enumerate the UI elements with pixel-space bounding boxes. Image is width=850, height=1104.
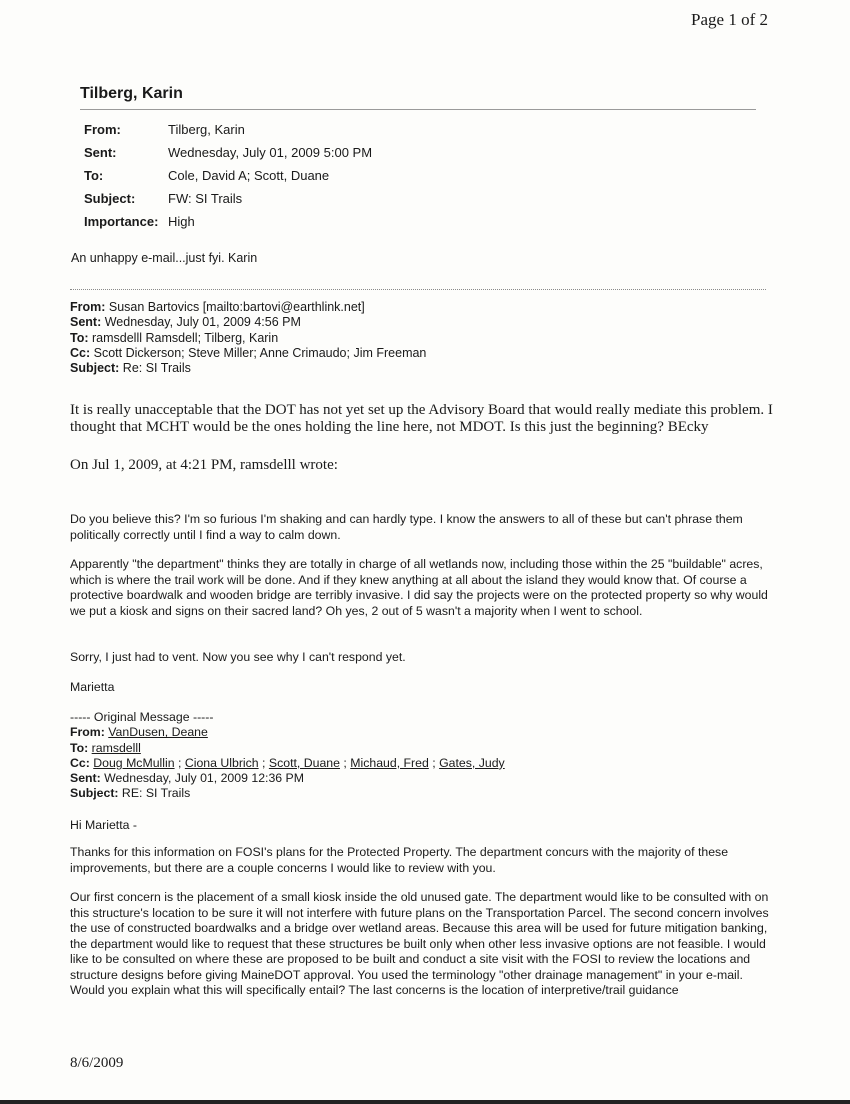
header-value: Tilberg, Karin: [168, 122, 245, 137]
original-message-header: [70, 710, 790, 802]
header-label: Subject:: [84, 191, 136, 206]
marietta-paragraph: Apparently "the department" thinks they are totally in charge of all wetlands now, including those within the 25 "buildable" acres, which is where the trail work will be done. And if they knew anything at all about the island they would know that. Of course a protective boardwalk and wooden bridge are terribly invasive. I did say the projects were on the protected property so why would we put a kiosk and signs on their sacred land? Oh yes, 2 out of 5 wasn't a majority when I went to school.: [70, 557, 768, 618]
deane-greeting: Hi Marietta -: [70, 818, 137, 832]
forwarded-header: [70, 300, 790, 376]
orig-label: Cc:: [70, 755, 90, 770]
orig-label: Sent:: [70, 771, 101, 786]
header-row-importance: [84, 213, 372, 236]
header-row-from: [84, 121, 372, 144]
cc-link[interactable]: Doug McMullin: [93, 755, 175, 770]
deane-paragraph: Thanks for this information on FOSI's plans for the Protected Property. The department concurs with the majority of these improvements, but there are a couple concerns I would like to review with you.: [70, 845, 729, 875]
header-label: To:: [84, 168, 104, 183]
fwd-to-row: [70, 331, 790, 346]
cc-link[interactable]: Michaud, Fred: [350, 755, 429, 770]
fwd-label: To:: [70, 330, 89, 345]
footer-date: 8/6/2009: [70, 1055, 124, 1071]
original-separator: ----- Original Message -----: [70, 710, 214, 724]
header-value: Wednesday, July 01, 2009 5:00 PM: [168, 145, 373, 160]
quote-intro: On Jul 1, 2009, at 4:21 PM, ramsdelll wrote:: [70, 457, 338, 473]
header-label: Importance:: [84, 214, 159, 229]
intro-text: An unhappy e-mail...just fyi. Karin: [71, 251, 258, 265]
fwd-label: Cc:: [70, 345, 91, 360]
orig-from-link[interactable]: VanDusen, Deane: [108, 725, 208, 740]
orig-label: Subject:: [70, 786, 119, 801]
orig-label: From:: [70, 725, 105, 740]
orig-sent-row: [70, 771, 790, 786]
email-header-table: [84, 121, 372, 236]
header-value: High: [168, 214, 195, 229]
orig-label: To:: [70, 740, 89, 755]
cc-link[interactable]: Scott, Duane: [268, 755, 340, 770]
orig-to-link[interactable]: ramsdelll: [91, 740, 141, 755]
header-row-subject: [84, 190, 372, 213]
header-label: Sent:: [84, 145, 117, 160]
fwd-value: ramsdelll Ramsdell; Tilberg, Karin: [88, 330, 279, 345]
fwd-from-row: [70, 300, 790, 315]
fwd-value: Susan Bartovics [mailto:bartovi@earthlink.net]: [105, 300, 365, 314]
fwd-cc-row: [70, 346, 790, 361]
header-divider: [80, 109, 756, 110]
sender-heading: Tilberg, Karin: [80, 85, 183, 102]
fwd-value: Scott Dickerson; Steve Miller; Anne Crimaudo; Jim Freeman: [90, 345, 427, 360]
fwd-value: Re: SI Trails: [119, 361, 191, 376]
becky-message: It is really unacceptable that the DOT has not yet set up the Advisory Board that would really mediate this problem. I thought that MCHT would be the ones holding the line here, not MDOT. Is this just the beginning? BEcky: [70, 402, 773, 435]
fwd-label: Sent:: [70, 315, 102, 330]
marietta-paragraph: Do you believe this? I'm so furious I'm shaking and can hardly type. I know the answers to all of these but can't phrase them politically correctly until I find a way to calm down.: [70, 512, 743, 542]
orig-cc-row: Cc: Doug McMullin ; Ciona Ulbrich ; Scott, Duane ; Michaud, Fred ; Gates, Judy: [70, 755, 505, 770]
orig-value: Wednesday, July 01, 2009 12:36 PM: [100, 771, 305, 786]
cc-link[interactable]: Ciona Ulbrich: [184, 755, 259, 770]
header-value: Cole, David A; Scott, Duane: [168, 168, 330, 183]
marietta-signature: Marietta: [70, 680, 115, 694]
forward-divider: [70, 289, 766, 290]
deane-paragraph: Our first concern is the placement of a small kiosk inside the old unused gate. The department would like to be consulted with on this structure's location to be sure it will not interfere with future plans on the Transportation Parcel. The second concern involves the use of constructed boardwalks and a bridge over wetland areas. Because this area will be used for future mitigation banking, the department would like to request that these structures be built only when other less invasive options are not feasible. I would like to be consulted on where these are proposed to be built and conduct a site visit with the FOSI to review the locations and structure designs before giving MaineDOT approval. You used the terminology "other drainage management" in your e-mail. Would you explain what this will specifically entail? The last concerns is the location of interpretive/trail guidance: [70, 890, 769, 997]
fwd-label: From:: [70, 300, 106, 314]
cc-link[interactable]: Gates, Judy: [439, 755, 505, 770]
fwd-sent-row: [70, 315, 790, 330]
page-number: Page 1 of 2: [691, 10, 768, 29]
scan-edge: [0, 1100, 850, 1104]
fwd-label: Subject:: [70, 361, 120, 376]
header-row-to: [84, 167, 372, 190]
orig-value: RE: SI Trails: [118, 786, 191, 801]
header-row-sent: [84, 144, 372, 167]
orig-to-row: [70, 741, 790, 756]
fwd-value: Wednesday, July 01, 2009 4:56 PM: [101, 315, 301, 330]
header-value: FW: SI Trails: [168, 191, 243, 206]
fwd-subject-row: [70, 361, 790, 376]
orig-subject-row: [70, 786, 790, 801]
header-label: From:: [84, 122, 121, 137]
orig-from-row: [70, 725, 790, 740]
marietta-paragraph: Sorry, I just had to vent. Now you see why I can't respond yet.: [70, 650, 406, 664]
